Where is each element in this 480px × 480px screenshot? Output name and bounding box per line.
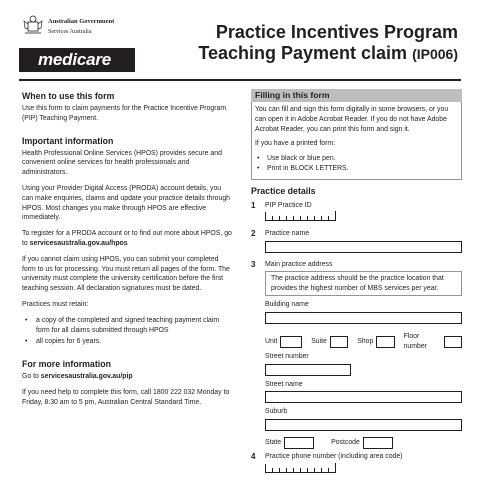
important-p4: If you cannot claim using HPOS, you can submit your completed form to us for processing. You must return all pages of the form. The university must complete the university certification before the first teaching session. All declaration signatures must be dated. xyxy=(22,255,230,293)
retain-intro: Practices must retain: xyxy=(22,300,89,308)
important-p3 xyxy=(22,229,234,249)
more-heading: For more information xyxy=(22,359,111,370)
title-text: Teaching Payment claim xyxy=(198,43,408,63)
building-name-label: Building name xyxy=(265,301,309,309)
state-label: State xyxy=(265,439,282,447)
street-number-label: Street number xyxy=(265,352,309,360)
main-address-label: Main practice address xyxy=(265,260,333,268)
form-code: (IP006) xyxy=(412,46,458,62)
filling-p1: You can fill and sign this form digitally in some browsers, or you can open it in Adobe Acrobat Reader. If you do not have Adobe Acrobat Reader, you can print this form and sign it. xyxy=(255,106,449,133)
gov-line-1: Australian Government xyxy=(48,18,115,25)
address-note: The practice address should be the practice location that provides the highest number of MBS services per year. xyxy=(265,271,462,297)
question-3 xyxy=(251,260,462,449)
gov-line-2: Services Australia xyxy=(48,29,92,35)
when-heading: When to use this form xyxy=(22,91,115,101)
hpos-intro: To register for a PRODA account or to find out more about HPOS, go to xyxy=(22,230,232,247)
question-number: 1 xyxy=(251,200,256,210)
question-number: 2 xyxy=(251,229,256,239)
street-name-field[interactable] xyxy=(265,391,462,403)
suburb-field[interactable] xyxy=(265,419,462,431)
unit-label: Unit xyxy=(265,338,278,346)
practice-phone-field[interactable] xyxy=(265,464,336,473)
when-text: Use this form to claim payments for the Practice Incentive Program (PIP) Teaching Payment. xyxy=(22,105,227,122)
filling-box xyxy=(251,102,462,180)
state-row xyxy=(265,437,462,449)
important-heading: Important information xyxy=(22,135,114,146)
header-divider xyxy=(19,79,461,81)
suite-field[interactable] xyxy=(330,336,348,348)
question-number: 4 xyxy=(251,452,256,462)
building-name-field[interactable] xyxy=(265,312,462,324)
title-line-1: Practice Incentives Program xyxy=(215,22,458,42)
practice-name-field[interactable] xyxy=(265,241,462,253)
hpos-link[interactable]: servicesaustralia.gov.au/hpos xyxy=(29,239,128,247)
pip-link[interactable]: servicesaustralia.gov.au/pip xyxy=(40,373,133,381)
postcode-label: Postcode xyxy=(331,439,360,447)
list-item: • Use black or blue pen. xyxy=(255,154,458,164)
state-field[interactable] xyxy=(284,437,314,449)
filling-list xyxy=(255,154,458,174)
important-p1: Health Professional Online Services (HPOS) provides secure and convenient online services for health professionals and administrators. xyxy=(22,149,222,177)
list-item: • all copies for 6 years. xyxy=(22,337,234,347)
street-name-label: Street name xyxy=(265,380,303,388)
right-column xyxy=(251,89,462,476)
practice-phone-label: Practice phone number (including area code) xyxy=(265,453,403,461)
filling-p2: If you have a printed form: xyxy=(255,140,336,148)
practice-details-heading: Practice details xyxy=(251,185,316,196)
important-p2: Using your Provider Digital Access (PRODA) account details, you can make enquiries, claims and update your practice details through HPOS. Most changes you make through HPOS are effective immediately. xyxy=(22,184,230,222)
practice-name-label: Practice name xyxy=(265,230,310,238)
left-column xyxy=(22,91,234,414)
filling-heading: Filling in this form xyxy=(251,89,462,102)
pip-practice-id-field[interactable] xyxy=(265,212,336,221)
medicare-logo: medicare xyxy=(19,48,135,72)
suburb-label: Suburb xyxy=(265,408,288,416)
more-p2: If you need help to complete this form, call 1800 222 032 Monday to Friday, 8:30 am to 5 pm, Australian Central Standard Time. xyxy=(22,388,230,406)
pip-practice-id-label: PIP Practice ID xyxy=(265,201,312,209)
more-p1 xyxy=(22,372,234,382)
government-logo-text xyxy=(48,17,114,37)
question-1 xyxy=(251,201,462,225)
unit-field[interactable] xyxy=(280,336,302,348)
floor-number-field[interactable] xyxy=(444,336,462,348)
title-line-2 xyxy=(198,43,458,65)
shop-field[interactable] xyxy=(376,336,394,348)
list-item: • a copy of the completed and signed teaching payment claim form for all claims submitted through HPOS xyxy=(22,316,234,336)
more-intro: Go to xyxy=(22,373,41,381)
question-2 xyxy=(251,229,462,253)
coat-of-arms-icon xyxy=(22,14,44,36)
question-number: 3 xyxy=(251,259,256,269)
retain-list xyxy=(22,316,234,347)
postcode-field[interactable] xyxy=(363,437,393,449)
street-number-field[interactable] xyxy=(265,364,351,376)
form-title xyxy=(198,22,458,65)
list-item: • Print in BLOCK LETTERS. xyxy=(255,164,458,174)
suite-label: Suite xyxy=(311,338,327,346)
question-4 xyxy=(251,452,462,476)
unit-row xyxy=(265,332,462,352)
floor-number-label: Floor number xyxy=(403,333,427,350)
shop-label: Shop xyxy=(357,338,374,346)
